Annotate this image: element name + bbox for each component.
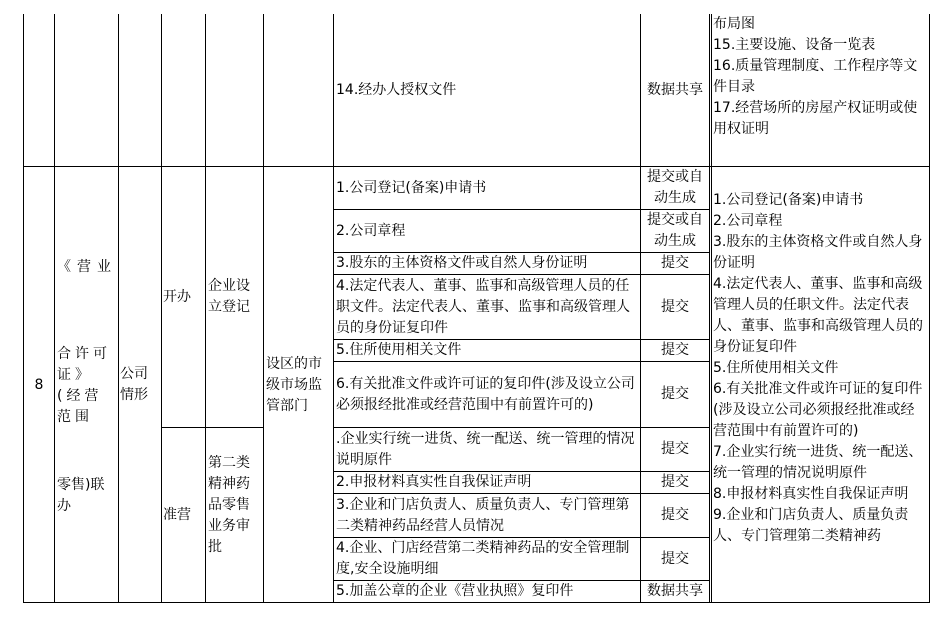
grid-line [333, 361, 710, 362]
doc-row-3-method: 提交 [661, 255, 689, 271]
stage-open-cell [162, 167, 205, 427]
top-list-item: 布局图 [713, 16, 755, 32]
materials-list-item: 4.法定代表人、董事、监事和高级管理人员的任职文件。法定代表人、董事、监事和高级管理人员的身份证复印件 [713, 276, 923, 355]
doc-row-11: 5.加盖公章的企业《营业执照》复印件 [336, 583, 574, 599]
grid-line [640, 14, 641, 603]
grid-line [333, 339, 710, 340]
doc-row-1: 1.公司登记(备案)申请书 [336, 179, 487, 196]
materials-list-item: 8.申报材料真实性自我保证声明 [713, 486, 909, 502]
stage-open-text: 开办 [163, 288, 191, 305]
top-list-item: 15.主要设施、设备一览表 [713, 37, 876, 53]
item-name-part-1: 《营业 [57, 259, 117, 275]
grid-line [709, 14, 710, 603]
stage-operate-cell [162, 428, 205, 603]
doc-row-5-method: 提交 [661, 342, 689, 358]
materials-list-item: 9.企业和门店负责人、质量负责人、专门管理第二类精神药 [713, 507, 909, 544]
subitem-approval-cell [206, 428, 263, 603]
materials-list-item: 1.公司登记(备案)申请书 [713, 192, 864, 208]
materials-list-item: 7.企业实行统一进货、统一配送、统一管理的情况说明原件 [713, 444, 923, 481]
doc-row-2: 2.公司章程 [336, 222, 406, 239]
department-text: 设区的市级市场监管部门 [266, 355, 322, 414]
situation-text: 公司情形 [120, 366, 148, 403]
doc-row-4: 4.法定代表人、董事、监事和高级管理人员的任职文件。法定代表人、董事、监事和高级管理人员的身份证复印件 [336, 277, 630, 336]
grid-line [333, 427, 710, 428]
materials-list-item: 6.有关批准文件或许可证的复印件(涉及设立公司必须报经批准或经营范围中有前置许可的) [713, 381, 923, 439]
grid-line [161, 427, 264, 428]
doc-row-6-method: 提交 [661, 386, 689, 402]
grid-line [333, 252, 710, 253]
doc-row-9-method: 提交 [661, 507, 689, 523]
subitem-approval-text: 第二类精神药品零售业务审批 [208, 455, 250, 555]
subitem-registration-cell [206, 167, 263, 427]
doc-row-8: 2.申报材料真实性自我保证声明 [336, 474, 532, 490]
doc-row-3: 3.股东的主体资格文件或自然人身份证明 [336, 255, 588, 271]
top-method-text: 数据共享 [647, 81, 703, 98]
materials-list-item: 5.住所使用相关文件 [713, 360, 839, 376]
department-cell [264, 167, 333, 603]
doc-row-4-method: 提交 [661, 298, 689, 315]
doc-row-1-method: 提交或自动生成 [647, 169, 703, 206]
grid-line [161, 14, 162, 603]
stage-operate-text: 准营 [163, 507, 191, 523]
subitem-registration-text: 企业设立登记 [208, 278, 250, 315]
materials-list-item: 3.股东的主体资格文件或自然人身份证明 [713, 234, 923, 271]
doc-row-7: .企业实行统一进货、统一配送、统一管理的情况说明原件 [336, 430, 635, 468]
top-list-item: 16.质量管理制度、工作程序等文件目录 [713, 58, 918, 95]
top-list-cell [711, 14, 929, 166]
grid-line [205, 14, 206, 603]
top-document-cell [334, 14, 640, 166]
doc-row-9: 3.企业和门店负责人、质量负责人、专门管理第二类精神药品经营人员情况 [336, 496, 630, 534]
grid-line [333, 209, 710, 210]
grid-line [54, 14, 55, 603]
grid-line [333, 537, 710, 538]
doc-row-5: 5.住所使用相关文件 [336, 342, 462, 358]
situation-cell [119, 167, 161, 603]
grid-line [23, 602, 930, 603]
grid-line [333, 471, 710, 472]
grid-line [929, 14, 930, 603]
doc-row-10-method: 提交 [661, 550, 689, 567]
top-document-text: 14.经办人授权文件 [336, 81, 457, 98]
grid-line [333, 274, 710, 275]
doc-row-7-method: 提交 [661, 441, 689, 457]
doc-row-6: 6.有关批准文件或许可证的复印件(涉及设立公司必须报经批准或经营范围中有前置许可的) [336, 375, 635, 413]
doc-row-8-method: 提交 [661, 474, 689, 490]
grid-line [263, 14, 264, 603]
grid-line [711, 14, 712, 603]
grid-line [333, 580, 710, 581]
row-number: 8 [34, 376, 44, 393]
top-list-item: 17.经营场所的房屋产权证明或使用权证明 [713, 100, 918, 137]
grid-line [118, 14, 119, 603]
top-method-cell [641, 14, 709, 166]
item-name-part-3: 零售)联办 [57, 477, 105, 514]
grid-line [23, 14, 24, 603]
materials-list-item: 2.公司章程 [713, 213, 783, 229]
materials-list-cell [711, 167, 929, 602]
doc-row-11-method: 数据共享 [647, 583, 703, 599]
grid-line [23, 166, 930, 167]
doc-row-10: 4.企业、门店经营第二类精神药品的安全管理制度,安全设施明细 [336, 540, 630, 577]
grid-line [333, 14, 334, 603]
item-name-part-2: 合许可证》(经营范围 [57, 346, 111, 425]
grid-line [333, 493, 710, 494]
item-name-cell [55, 167, 118, 603]
doc-row-2-method: 提交或自动生成 [647, 212, 703, 249]
